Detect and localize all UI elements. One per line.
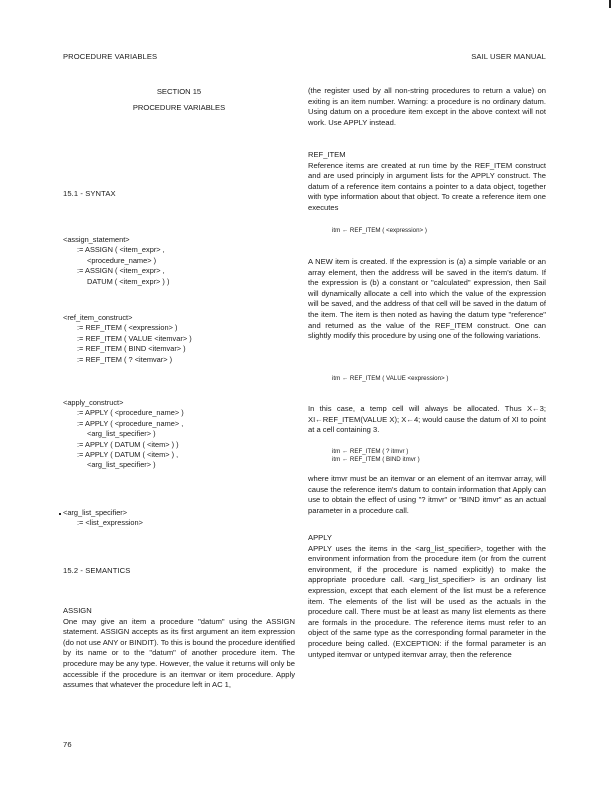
grammar-line: <apply_construct> [63,398,124,407]
grammar-line: := APPLY ( DATUM ( <item> ) , [77,450,179,460]
new-item-paragraph: A NEW item is created. If the expression is (a) a simple variable or an array element, then the address will be saved in the item's datum. If the expression is (b) a constant or "calculated" expression, then Sail will dynamically allocate a cell into which the value of the expression will be saved, and the address of that cell will be saved in the datum of the item. The item is then noted as having the datum type "reference" and returned as the value of the REF_ITEM construct. One can slightly modify this procedure by using one of the following variations. [308,257,546,341]
grammar-line: := REF_ITEM ( <expression> ) [77,323,178,333]
page-number: 76 [63,740,72,749]
syntax-heading: 15.1 - SYNTAX [63,189,116,198]
ref-item-heading: REF_ITEM [308,150,346,159]
code-line: itm ← REF_ITEM ( <expression> ) [332,227,427,234]
temp-cell-paragraph: In this case, a temp cell will always be allocated. Thus X←3; XI←REF_ITEM(VALUE X); X←4; would cause the datum of XI to point at a cell containing 3. [308,404,546,435]
section-title: PROCEDURE VARIABLES [132,103,226,112]
section-number: SECTION 15 [156,87,202,96]
apply-paragraph: APPLY uses the items in the <arg_list_specifier>, together with the environment information from the procedure item (or from the current environment, if the procedure is named explicitly) to make the appropriate procedure call. <arg_list_specifier> is an ordinary list expression, except that each element of the list must be a reference item. The elements of the list will be used as the actuals in the procedure call. There must be at least as many list elements as there are formals in the procedure. The reference items must refer to an object of the same type as the corresponding formal parameter in the procedure being called. (EXCEPTION: if the formal parameter is an untyped itemvar or untyped itemvar array, then the reference [308,543,546,659]
ref-item-section [308,150,546,214]
continuation-paragraph: (the register used by all non-string procedures to return a value) on exiting is an item number. Warning: a procedure is no ordinary datum. Using datum on a procedure item except in the above context will not work. Use APPLY instead. [308,86,546,127]
grammar-line: := REF_ITEM ( ? <itemvar> ) [77,354,173,364]
grammar-line: := <list_expression> [77,518,143,528]
grammar-line: <assign_statement> [63,235,130,244]
code-line: itm ← REF_ITEM ( VALUE <expression> ) [332,375,449,382]
grammar-line: <procedure_name> ) [87,255,157,265]
grammar-line: <arg_list_specifier> ) [87,429,156,439]
running-header-left: PROCEDURE VARIABLES [63,52,158,61]
grammar-line: := ASSIGN ( <item_expr> , [77,266,165,276]
grammar-line: := REF_ITEM ( BIND <itemvar> ) [77,344,186,354]
ref-item-paragraph: Reference items are created at run time by the REF_ITEM construct and are used principly in argument lists for the APPLY construct. The datum of a reference item contains a pointer to a data object, together with type information about that object. To create a reference item one executes [308,160,546,212]
grammar-line: <arg_list_specifier> [63,508,128,517]
code-line: itm ← REF_ITEM ( BIND itmvr ) [332,456,420,463]
grammar-line: := APPLY ( <procedure_name> ) [77,408,184,418]
stray-dot [59,513,61,515]
apply-section [308,533,546,660]
grammar-line: <ref_item_construct> [63,313,133,322]
ref-item-construct-grammar [63,313,192,365]
grammar-line: DATUM ( <item_expr> ) ) [87,276,170,286]
running-header-right: SAIL USER MANUAL [471,52,546,61]
grammar-line: := APPLY ( <procedure_name> , [77,418,184,428]
itmvr-paragraph: where itmvr must be an itemvar or an element of an itemvar array, will cause the reference item's datum to contain information that Apply can use to obtain the effect of using "? itmvr" or "BIND itmvr" as an actual parameter in a procedure call. [308,474,546,515]
grammar-line: := REF_ITEM ( VALUE <itemvar> ) [77,333,192,343]
apply-heading: APPLY [308,533,332,542]
grammar-line: <arg_list_specifier> ) [87,460,156,470]
apply-construct-grammar [63,398,184,471]
assign-section [63,606,295,691]
arg-list-specifier-grammar [63,508,143,529]
grammar-line: := APPLY ( DATUM ( <item> ) ) [77,439,179,449]
semantics-heading: 15.2 - SEMANTICS [63,566,131,575]
assign-statement-grammar [63,235,169,287]
code-line: itm ← REF_ITEM ( ? itmvr ) [332,448,409,455]
grammar-line: := ASSIGN ( <item_expr> , [77,245,165,255]
assign-paragraph: One may give an item a procedure "datum" using the ASSIGN statement. ASSIGN accepts as its first argument an item expression (do not use ANY or BINDIT). To this is bound the procedure identified by its name or to the "datum" of another procedure item. The procedure may be any type. However, the value it returns will only be accessible if the procedure is an itemvar or item procedure. Apply assumes that whatever the procedure left in AC 1, [63,616,295,690]
assign-heading: ASSIGN [63,606,92,615]
edge-mark [609,0,611,8]
